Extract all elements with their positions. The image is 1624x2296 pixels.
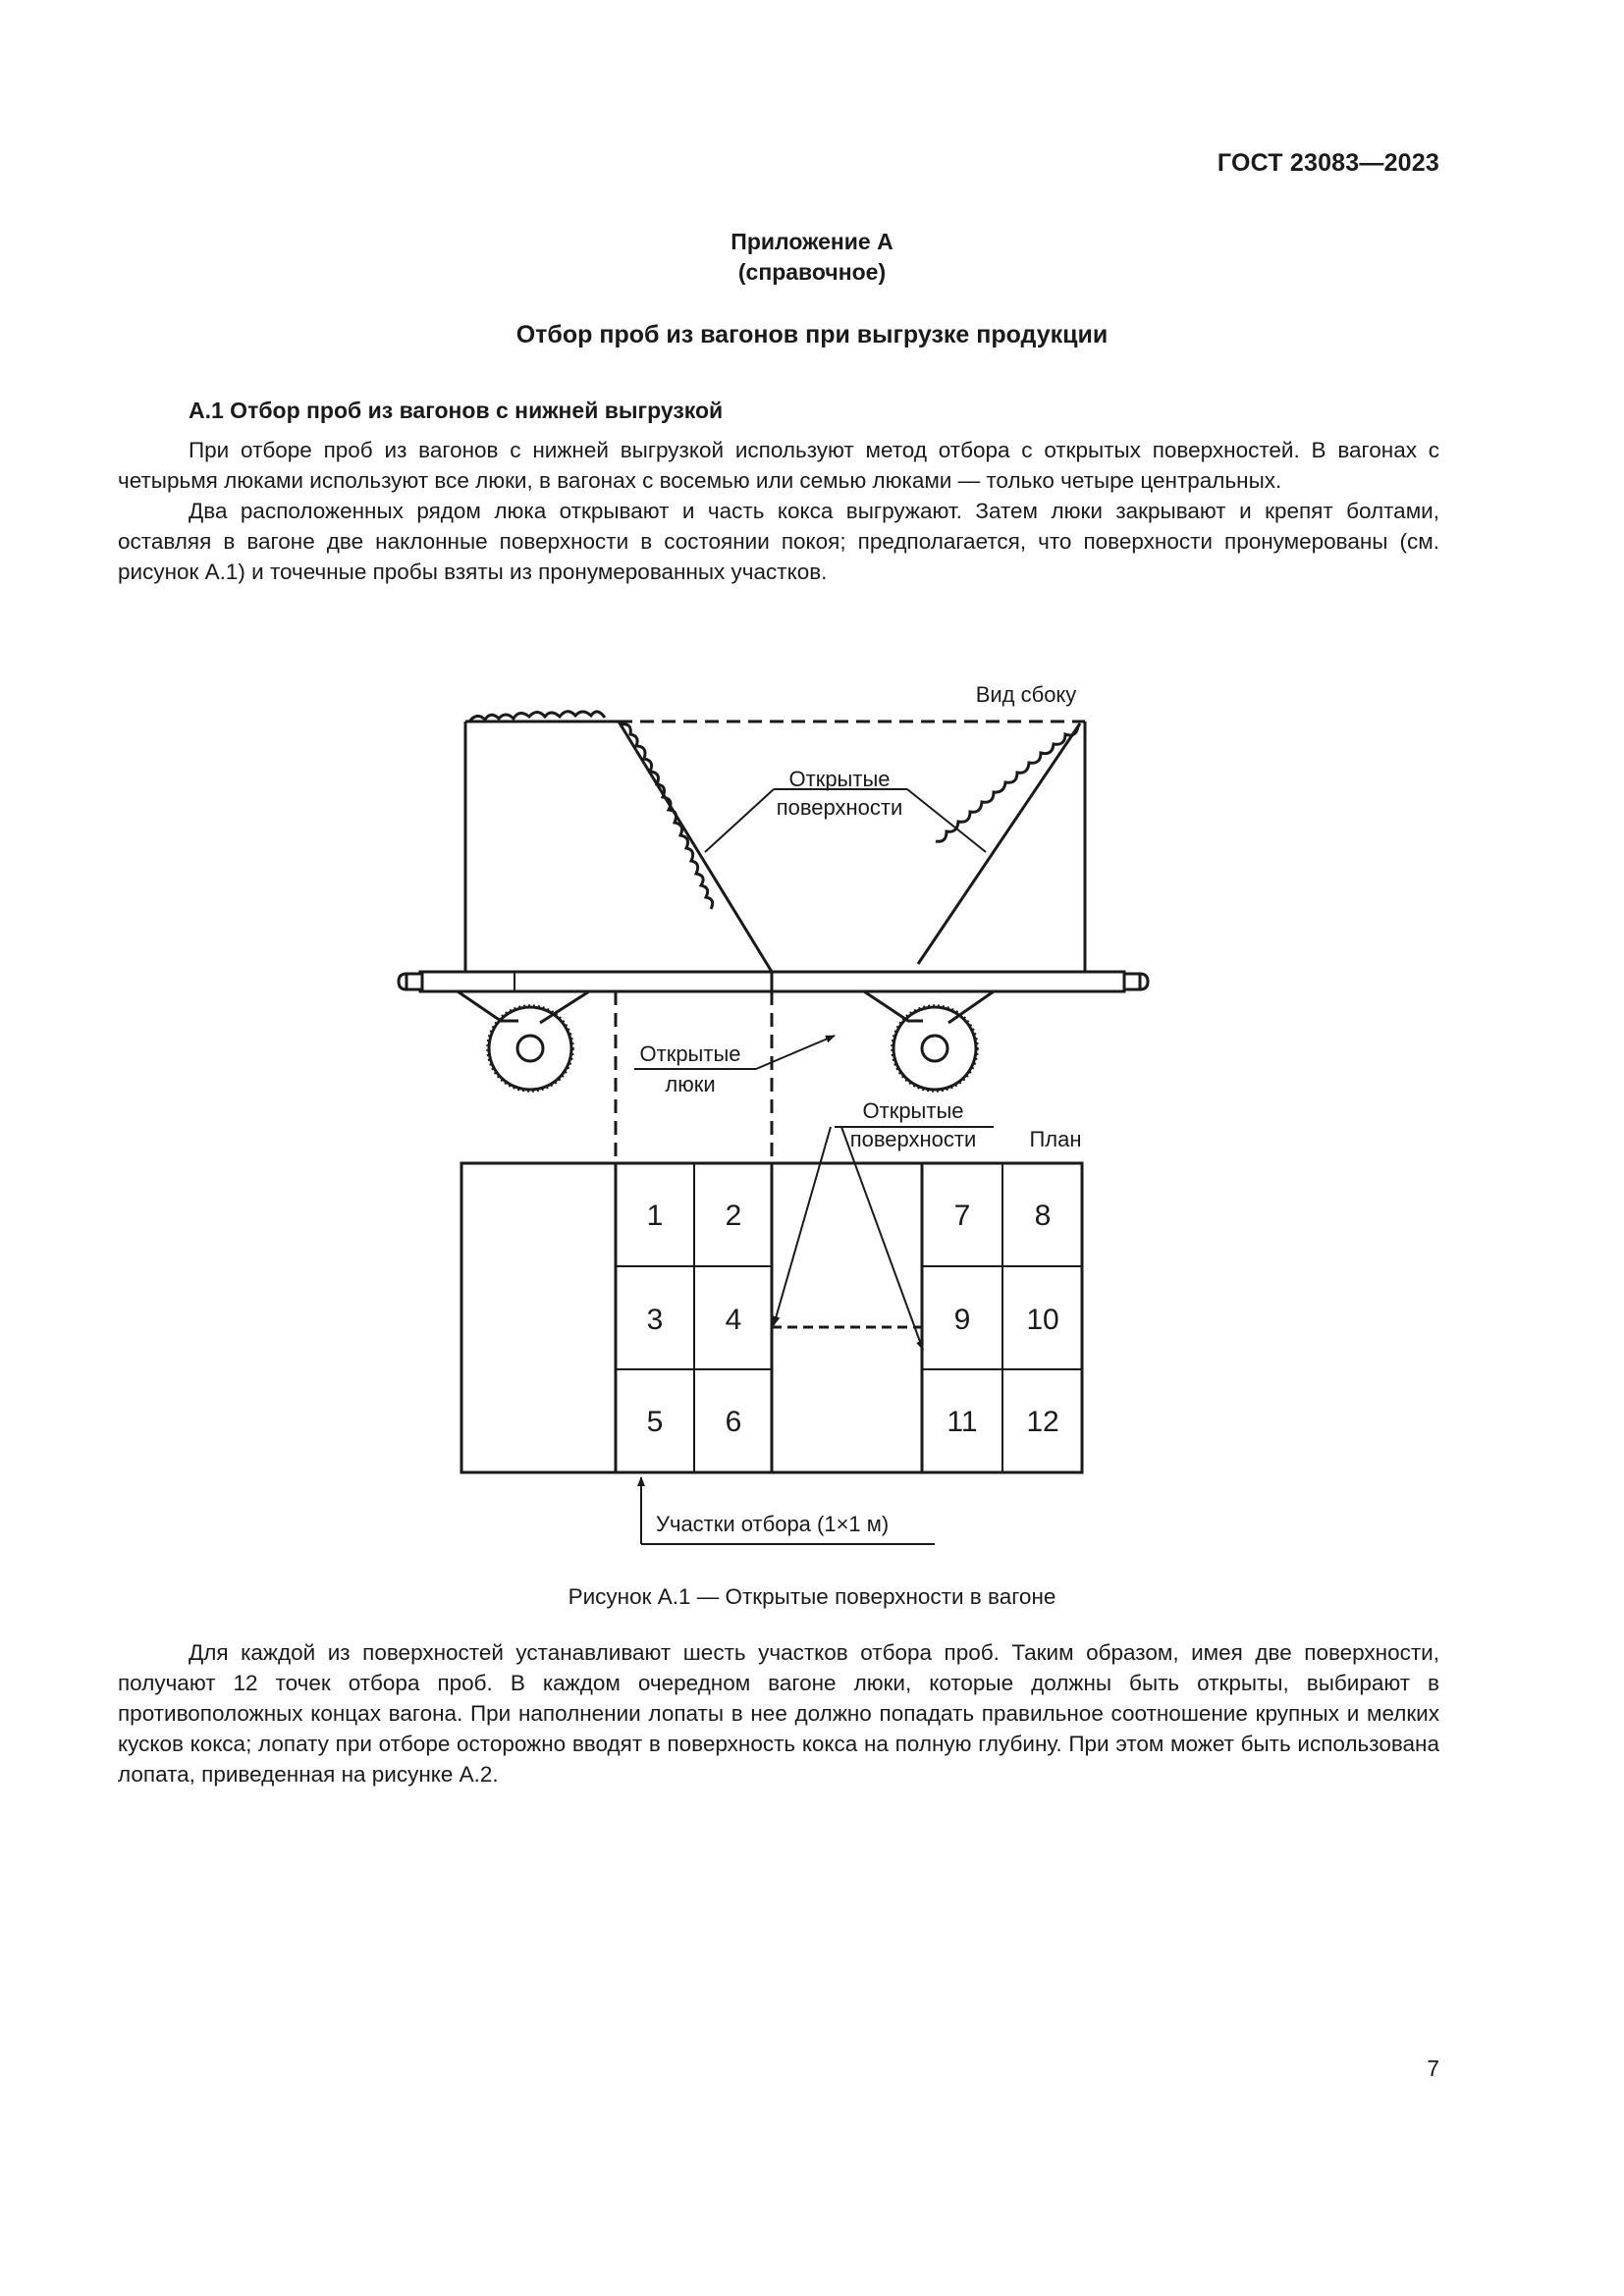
open-surfaces-label-line2: поверхности: [776, 795, 903, 820]
cell-12: 12: [1026, 1406, 1059, 1438]
cell-5: 5: [646, 1406, 664, 1438]
figure-a1: [393, 667, 1178, 1551]
cell-7: 7: [953, 1200, 971, 1232]
wagon-diagram: [393, 667, 1178, 1551]
side-view-label: Вид сбоку: [975, 682, 1077, 707]
sampling-grid-left: [616, 1163, 772, 1472]
paragraph-1: При отборе проб из вагонов с нижней выгрузкой используют метод отбора с открытых поверхностей. В вагонах с четырьмя люками используют все люки, в вагонах с восемью или семью люками — только четыре центральных.: [118, 438, 1439, 493]
paragraph-2: Два расположенных рядом люка открывают и часть кокса выгружают. Затем люки закрывают и крепят болтами, оставляя в вагоне две наклонные поверхности в состоянии покоя; предполагается, что поверхности пронумерованы (см. рисунок А.1) и точечные пробы взяты из пронумерованных участков.: [118, 499, 1439, 584]
left-open-surface: [619, 721, 772, 972]
cell-9: 9: [953, 1304, 971, 1336]
plan-open-surfaces-line2: поверхности: [849, 1127, 977, 1151]
cell-11: 11: [947, 1406, 978, 1438]
cell-4: 4: [725, 1304, 742, 1336]
right-open-surface: [918, 723, 1080, 964]
plan-outline: [461, 1163, 1082, 1472]
annex-title: Приложение А: [731, 229, 893, 254]
cell-8: 8: [1034, 1200, 1052, 1232]
paragraph-3: Для каждой из поверхностей устанавливают шесть участков отбора проб. Таким образом, имея две поверхности, получают 12 точек отбора проб. В каждом очередном вагоне люки, которые должны быть открыты, выбирают в противоположных концах вагона. При наполнении лопаты в нее должно попадать правильное соотношение крупных и мелких кусков кокса; лопату при отборе осторожно вводят в поверхность кокса на полную глубину. При этом может быть использована лопата, приведенная на рисунке А.2.: [118, 1640, 1439, 1787]
coke-pile-top: [469, 712, 605, 721]
subsection-body: [118, 435, 1439, 587]
figure-caption: Рисунок А.1 — Открытые поверхности в вагоне: [568, 1584, 1056, 1609]
wheel-left: [487, 1005, 573, 1092]
section-title: Отбор проб из вагонов при выгрузке продукции: [515, 321, 1109, 348]
document-id: ГОСТ 23083—2023: [1217, 149, 1439, 177]
subsection-heading: А.1 Отбор проб из вагонов с нижней выгрузкой: [189, 398, 724, 423]
plan-arrow-right: [841, 1127, 923, 1350]
wagon-body: [465, 721, 1085, 972]
annex-type: (справочное): [737, 259, 887, 285]
open-surfaces-label-line1: Открытые: [788, 767, 891, 791]
page-number: 7: [1427, 2056, 1439, 2081]
cell-3: 3: [646, 1304, 664, 1336]
sampling-areas-label: Участки отбора (1×1 м): [656, 1512, 890, 1536]
plan-arrow-left: [774, 1127, 831, 1325]
plan-open-surfaces-line1: Открытые: [862, 1098, 964, 1123]
open-hatches-label-line1: Открытые: [639, 1041, 741, 1066]
cell-10: 10: [1026, 1304, 1059, 1336]
open-hatches-arrow: [756, 1036, 835, 1069]
plan-label: План: [1029, 1127, 1082, 1151]
annex-title-block: [0, 227, 1624, 288]
cell-1: 1: [646, 1200, 664, 1232]
cell-2: 2: [725, 1200, 742, 1232]
after-figure-body: [118, 1637, 1439, 1789]
open-hatches-label-line2: люки: [665, 1072, 716, 1096]
cell-6: 6: [725, 1406, 742, 1438]
wagon-chassis: [399, 972, 1148, 991]
